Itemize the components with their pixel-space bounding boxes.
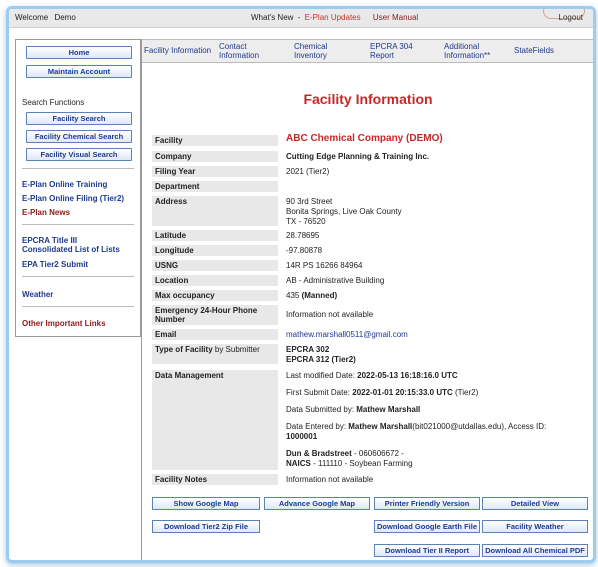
advance-google-map-button[interactable]: Advance Google Map (264, 497, 370, 510)
label-line: Emergency 24-Hour Phone (155, 306, 258, 315)
other-important-links[interactable]: Other Important Links (22, 319, 106, 328)
company-label: Company (152, 151, 278, 162)
first-submit (286, 388, 586, 398)
address-line: 90 3rd Street (286, 197, 333, 206)
epa-tier2-submit-link[interactable]: EPA Tier2 Submit (22, 260, 89, 269)
type-line: EPCRA 302 (286, 345, 330, 354)
tab-label: Inventory (294, 51, 327, 60)
tab-label: Report (370, 51, 395, 60)
facility-search-button[interactable]: Facility Search (26, 112, 132, 125)
dun-bradstreet (286, 449, 586, 459)
facility-visual-search-button[interactable]: Facility Visual Search (26, 148, 132, 161)
divider (22, 306, 134, 307)
entered-by-rest: (bit021000@utdallas.edu), Access ID: (412, 422, 547, 431)
page-title: Facility Information (303, 91, 433, 107)
user-manual-link[interactable]: User Manual (372, 13, 419, 22)
welcome-text (15, 13, 76, 22)
type-line: EPCRA 312 (Tier2) (286, 355, 356, 364)
download-tier2-report-button[interactable]: Download Tier II Report (374, 544, 480, 557)
max-occupancy-number: 435 (286, 291, 300, 300)
tab-facility-information[interactable]: Facility Information (144, 46, 212, 55)
detailed-view-button[interactable]: Detailed View (482, 497, 588, 510)
email-label: Email (152, 329, 278, 340)
tab-epcra-304-report[interactable] (370, 42, 413, 60)
divider (22, 168, 134, 169)
emergency-phone-value: Information not available (286, 310, 374, 319)
type-of-facility-label (152, 344, 278, 364)
type-of-facility-value (286, 345, 586, 365)
department-label: Department (152, 181, 278, 192)
eplan-online-training-link[interactable]: E-Plan Online Training (22, 180, 108, 189)
label-bold: Type of Facility (155, 345, 213, 354)
tab-statefields[interactable]: StateFields (514, 46, 555, 55)
first-submit-value: 2022-01-01 20:15:33.0 UTC (352, 388, 453, 397)
welcome-label: Welcome (15, 13, 49, 22)
address-line: TX - 76520 (286, 217, 326, 226)
access-id-value: 1000001 (286, 432, 318, 441)
submitted-by-label: Data Submitted by: (286, 405, 357, 414)
tab-label: EPCRA 304 (370, 42, 413, 51)
tab-label: Contact (219, 42, 247, 51)
usng-value: 14R PS 16266 84964 (286, 261, 363, 270)
address-value (286, 197, 586, 227)
facility-notes-label: Facility Notes (152, 474, 278, 485)
top-links (251, 13, 418, 22)
max-occupancy-note: (Manned) (301, 291, 338, 300)
submitted-by-value: Mathew Marshall (356, 405, 421, 414)
data-management-value (286, 371, 586, 469)
data-management-label: Data Management (152, 370, 278, 470)
home-button[interactable]: Home (26, 46, 132, 59)
last-modified (286, 371, 586, 381)
usng-label: USNG (152, 260, 278, 271)
last-modified-value: 2022-05-13 16:18:16.0 UTC (357, 371, 458, 380)
facility-label: Facility (152, 135, 278, 146)
naics (286, 459, 586, 469)
latitude-value: 28.78695 (286, 231, 320, 240)
separator: - (297, 13, 301, 22)
dnb-value: - 060606672 - (351, 449, 404, 458)
max-occupancy-value (286, 291, 586, 301)
printer-friendly-button[interactable]: Printer Friendly Version (374, 497, 480, 510)
naics-value: - 111110 - Soybean Farming (310, 459, 413, 468)
download-google-earth-button[interactable]: Download Google Earth File (374, 520, 480, 533)
first-submit-label: First Submit Date: (286, 388, 353, 397)
weather-link[interactable]: Weather (22, 290, 54, 299)
max-occupancy-label: Max occupancy (152, 290, 278, 301)
app-frame (6, 6, 596, 563)
tab-chemical-inventory[interactable] (294, 42, 327, 60)
last-modified-label: Last modified Date: (286, 371, 358, 380)
filing-year-value: 2021 (Tier2) (286, 167, 330, 176)
company-value: Cutting Edge Planning & Training Inc. (286, 152, 430, 161)
label-rest: by Submitter (212, 345, 260, 354)
label-line: Number (155, 315, 186, 324)
facility-chemical-search-button[interactable]: Facility Chemical Search (26, 130, 132, 143)
tab-label: Information** (444, 51, 491, 60)
tab-contact-information[interactable] (219, 42, 259, 60)
email-link[interactable]: mathew.marshall0511@gmail.com (286, 330, 408, 339)
download-tier2-zip-button[interactable]: Download Tier2 Zip File (152, 520, 260, 533)
longitude-label: Longitude (152, 245, 278, 256)
latitude-label: Latitude (152, 230, 278, 241)
user-name: Demo (54, 13, 76, 22)
address-label: Address (152, 196, 278, 226)
divider (22, 224, 134, 225)
main-content (141, 39, 594, 560)
address-line: Bonita Springs, Live Oak County (286, 207, 402, 216)
entered-by-label: Data Entered by: (286, 422, 349, 431)
naics-label: NAICS (286, 459, 311, 468)
maintain-account-button[interactable]: Maintain Account (26, 65, 132, 78)
sidebar (15, 39, 141, 337)
top-bar (9, 9, 593, 28)
facility-weather-button[interactable]: Facility Weather (482, 520, 588, 533)
whats-new-link[interactable]: What's New (251, 13, 294, 22)
tab-label: Additional (444, 42, 480, 51)
consolidated-list-link[interactable]: Consolidated List of Lists (22, 245, 120, 254)
location-value: AB - Administrative Building (286, 276, 385, 285)
search-functions-heading: Search Functions (22, 98, 85, 107)
eplan-online-filing-link[interactable]: E-Plan Online Filing (Tier2) (22, 194, 125, 203)
emergency-phone-label (152, 305, 278, 325)
logout-link[interactable]: Logout (558, 13, 583, 22)
submitted-by (286, 405, 586, 415)
epcra-title-link[interactable]: EPCRA Title III (22, 236, 78, 245)
eplan-news-link[interactable]: E-Plan News (22, 208, 71, 217)
show-google-map-button[interactable]: Show Google Map (152, 497, 260, 510)
tab-label: Information (219, 51, 260, 60)
tab-label: Chemical (294, 42, 328, 51)
facility-notes-value: Information not available (286, 475, 374, 484)
entered-by (286, 422, 586, 432)
location-label: Location (152, 275, 278, 286)
longitude-value: -97.80878 (286, 246, 323, 255)
entered-by-name: Mathew Marshall (348, 422, 413, 431)
eplan-updates-link[interactable]: E-Plan Updates (304, 13, 361, 22)
filing-year-label: Filing Year (152, 166, 278, 177)
dnb-label: Dun & Bradstreet (286, 449, 352, 458)
facility-value: ABC Chemical Company (DEMO) (286, 133, 443, 144)
divider (22, 276, 134, 277)
download-all-chemical-pdf-button[interactable]: Download All Chemical PDF (482, 544, 588, 557)
tab-bar (142, 39, 594, 63)
tab-additional-information[interactable] (444, 42, 490, 60)
access-id (286, 432, 586, 442)
first-submit-suffix: (Tier2) (452, 388, 479, 397)
